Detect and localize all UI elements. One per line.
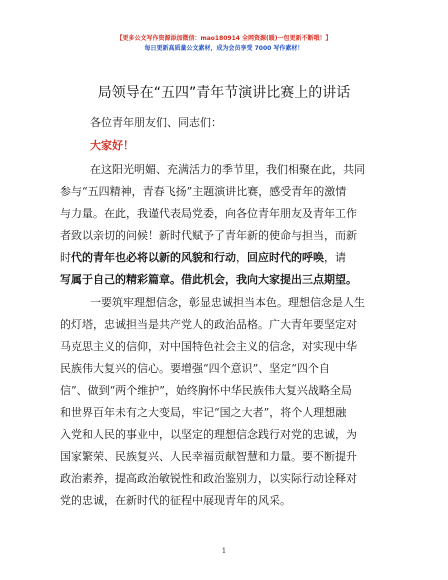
- highlight-text: 回应时代的呼唤: [247, 251, 324, 264]
- paragraph-line: 在这阳光明媚、充满活力的季节里，我们相聚在此，共同: [90, 163, 365, 176]
- promo-banner-line-2: 每日更新高质量公文素材，成为会员享受 7000 写作素材！: [144, 45, 304, 52]
- salutation: 各位青年朋友们、同志们：: [90, 116, 222, 129]
- page-number: 1: [221, 547, 227, 555]
- text-run: 时: [60, 251, 71, 264]
- greeting: 大家好！: [90, 139, 134, 152]
- paragraph-1: [60, 159, 390, 291]
- paragraph-line: 国家繁荣、民族复兴、人民幸福贡献智慧和力量。要不断提升: [60, 450, 357, 463]
- paragraph-line: 参与“五四精神，青春飞扬”主题演讲比赛，感受青年的激情: [60, 185, 347, 198]
- paragraph-line: 马克思主义的信仰，对中国特色社会主义的信念，对实现中华: [60, 340, 357, 353]
- document-title: 局领导在“五四”青年节演讲比赛上的讲话: [97, 85, 351, 101]
- paragraph-line: 党的忠诚，在新时代的征程中展现青年的风采。: [60, 494, 291, 507]
- paragraph-line-bold: 写属于自己的精彩篇章。借此机会，我向大家提出三点期望。: [60, 273, 357, 286]
- paragraph-line: 的灯塔，忠诚担当是共产党人的政治品格。广大青年要坚定对: [60, 318, 357, 331]
- paragraph-line: 一要筑牢理想信念，彰显忠诚担当本色。理想信念是人生: [90, 296, 365, 309]
- paragraph-line: 政治素养，提高政治敏锐性和政治鉴别力，以实际行动诠释对: [60, 472, 357, 485]
- text-run: ，请: [324, 251, 346, 264]
- paragraph-line: 者致以亲切的问候！新时代赋予了青年新的使命与担当，而新: [60, 229, 357, 242]
- paragraph-2: [60, 292, 390, 512]
- paragraph-line: [60, 247, 390, 269]
- text-run: ，: [236, 251, 247, 264]
- promo-banner-line-1: 【更多公文写作资源添加微信：mao180914 全网资源(暖)一包更新不断哦！】: [116, 35, 332, 42]
- highlight-text: 代的青年也必将以新的风貌和行动: [71, 251, 236, 264]
- paragraph-line: 信”、做到“两个维护”，始终胸怀中华民族伟大复兴战略全局: [60, 384, 352, 397]
- paragraph-line: 和世界百年未有之大变局，牢记“国之大者”，将个人理想融: [60, 406, 347, 419]
- paragraph-line: 入党和人民的事业中，以坚定的理想信念践行对党的忠诚，为: [60, 428, 357, 441]
- paragraph-line: 与力量。在此，我谨代表局党委，向各位青年朋友及青年工作: [60, 207, 357, 220]
- paragraph-line: 民族伟大复兴的信心。要增强“四个意识”、坚定“四个自: [60, 362, 330, 375]
